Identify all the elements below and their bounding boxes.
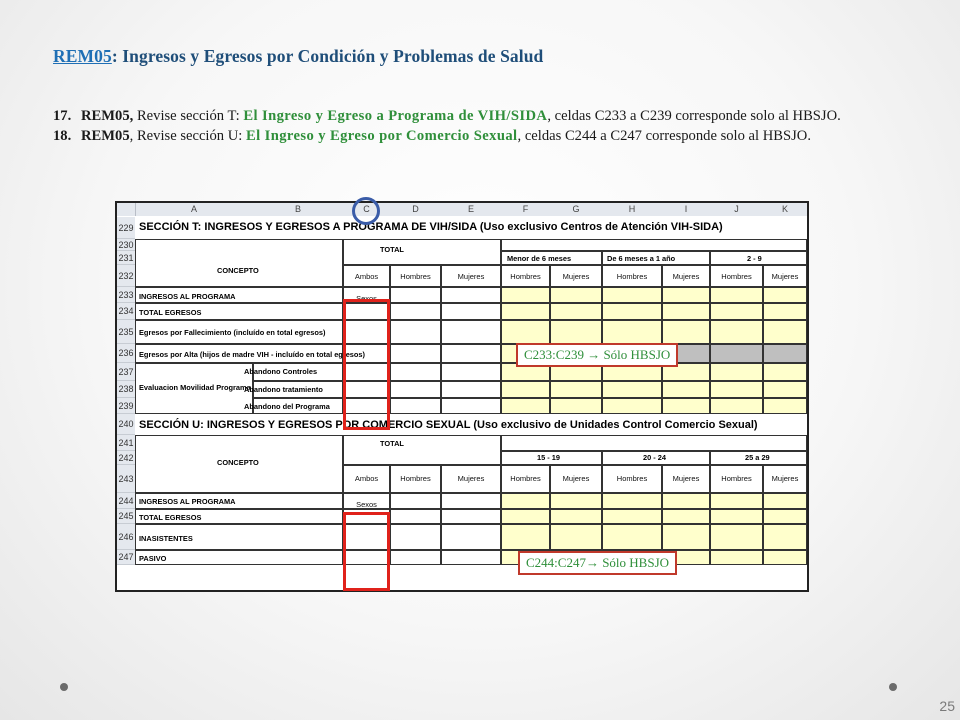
subheader-u-6: Hombres [602, 465, 662, 493]
abandono-label-1: Abandono Controles [244, 367, 318, 376]
data-cell [763, 493, 807, 509]
header-concepto-t [135, 239, 343, 287]
data-cell [710, 509, 763, 524]
row-label-u-3: INASISTENTES [139, 534, 193, 543]
data-cell [550, 524, 602, 550]
row-header-231: 231 [118, 253, 134, 263]
subheader-t-4: Hombres [501, 265, 550, 287]
age-label-u-1: 15 - 19 [537, 453, 561, 462]
data-cell [390, 524, 441, 550]
data-cell [441, 344, 501, 363]
instruction-list [53, 106, 841, 146]
row-label-egresos-t: TOTAL EGRESOS [139, 308, 202, 317]
column-header-g: G [550, 203, 603, 216]
data-cell [662, 398, 710, 414]
data-cell [602, 381, 662, 398]
data-cell [662, 320, 710, 344]
data-cell [501, 493, 550, 509]
subheader-u-8: Hombres [710, 465, 763, 493]
data-cell [710, 303, 763, 320]
row-label-u-2: TOTAL EGRESOS [139, 513, 202, 522]
row-header-244: 244 [117, 493, 135, 509]
header-age-blank-t [501, 239, 807, 251]
data-cell [390, 398, 441, 414]
data-cell [501, 287, 550, 303]
column-header-i: I [662, 203, 711, 216]
data-cell [602, 303, 662, 320]
data-cell [390, 344, 441, 363]
data-cell [390, 509, 441, 524]
subheader-u-3: Mujeres [441, 465, 501, 493]
header-total-t [343, 239, 501, 265]
total-label-u: TOTAL [380, 439, 404, 448]
data-cell [763, 550, 807, 565]
data-cell [441, 493, 501, 509]
data-cell [390, 320, 441, 344]
data-cell [662, 381, 710, 398]
column-header-h: H [602, 203, 663, 216]
red-box-c244-c247 [343, 512, 390, 591]
column-header-a: A [135, 203, 254, 216]
row-header-239: 239 [117, 398, 135, 414]
data-cell [390, 381, 441, 398]
row-label-alta: Egresos por Alta (hijos de madre VIH - incluído en total egresos) [139, 350, 366, 359]
nav-dot-right [889, 683, 897, 691]
spreadsheet-screenshot [115, 201, 809, 592]
data-cell [602, 524, 662, 550]
data-cell [550, 509, 602, 524]
data-cell [710, 320, 763, 344]
row-header-242: 242 [118, 453, 134, 463]
age-label-t-1: Menor de 6 meses [507, 254, 572, 263]
data-cell [763, 524, 807, 550]
data-cell [441, 303, 501, 320]
row-header-240: 240 [117, 414, 135, 435]
data-cell [441, 398, 501, 414]
abandono-label-2: Abandono tratamiento [244, 385, 323, 394]
concepto-label-t: CONCEPTO [217, 266, 259, 275]
data-cell [441, 509, 501, 524]
data-cell [441, 550, 501, 565]
data-cell [550, 320, 602, 344]
row-label-ingresos-t: INGRESOS AL PROGRAMA [139, 292, 236, 301]
page-number: 25 [939, 698, 955, 714]
data-cell [390, 493, 441, 509]
data-cell [441, 381, 501, 398]
data-cell [662, 303, 710, 320]
data-cell [550, 303, 602, 320]
data-cell [501, 398, 550, 414]
column-header-e: E [441, 203, 502, 216]
data-cell [550, 493, 602, 509]
row-header-241: 241 [117, 435, 135, 451]
row-label-u-1: INGRESOS AL PROGRAMA [139, 497, 236, 506]
list-item: 18. REM05, Revise sección U: El Ingreso y Egreso por Comercio Sexual, celdas C244 a C247 corresponde solo al HBSJO. [53, 128, 811, 144]
data-cell [501, 381, 550, 398]
data-cell [390, 287, 441, 303]
subheader-u-4: Hombres [501, 465, 550, 493]
data-cell [602, 398, 662, 414]
data-cell [550, 381, 602, 398]
header-total-u [343, 435, 501, 465]
data-cell [662, 524, 710, 550]
callout-section-t: C233:C239 → Sólo HBSJO [516, 343, 678, 367]
column-c-highlight-circle [352, 197, 380, 225]
title-code: REM05 [53, 46, 112, 66]
column-header-f: F [501, 203, 551, 216]
subheader-t-8: Hombres [710, 265, 763, 287]
data-cell [710, 550, 763, 565]
row-header-236: 236 [117, 344, 135, 363]
age-label-t-2: De 6 meses a 1 año [607, 254, 676, 263]
data-cell [662, 509, 710, 524]
callout-section-u: C244:C247→ Sólo HBSJO [518, 551, 677, 575]
row-label-fallecimiento: Egresos por Fallecimiento (incluído en total egresos) [139, 328, 326, 337]
title-text: : Ingresos y Egresos por Condición y Problemas de Salud [111, 46, 544, 66]
row-header-245: 245 [117, 509, 135, 524]
column-header-b: B [253, 203, 344, 216]
row-header-233: 233 [117, 287, 135, 303]
data-cell [763, 344, 807, 363]
red-box-c233-c239 [343, 299, 390, 430]
slide-title [53, 46, 543, 67]
data-cell [763, 287, 807, 303]
age-label-u-3: 25 a 29 [745, 453, 770, 462]
data-cell [710, 398, 763, 414]
subheader-t-9: Mujeres [763, 265, 807, 287]
row-header-229: 229 [117, 217, 135, 239]
row-header-230: 230 [118, 240, 134, 250]
row-header-238: 238 [117, 381, 135, 398]
data-cell [390, 363, 441, 381]
subheader-u-2: Hombres [390, 465, 441, 493]
data-cell [763, 509, 807, 524]
row-header-237: 237 [117, 363, 135, 381]
data-cell [550, 398, 602, 414]
data-cell [390, 550, 441, 565]
data-cell [501, 509, 550, 524]
row-header-235: 235 [117, 320, 135, 344]
data-cell [602, 320, 662, 344]
row-header-243: 243 [117, 465, 135, 493]
column-header-k: K [763, 203, 808, 216]
concepto-label-u: CONCEPTO [217, 458, 259, 467]
subheader-u-1: Ambos Sexos [343, 465, 390, 493]
data-cell [710, 524, 763, 550]
abandono-label-3: Abandono del Programa [244, 402, 330, 411]
data-cell [441, 524, 501, 550]
data-cell [550, 287, 602, 303]
data-cell [501, 303, 550, 320]
data-cell [441, 363, 501, 381]
evaluacion-label: Evaluacion Movilidad Programa [139, 383, 251, 392]
data-cell [763, 363, 807, 381]
data-cell [710, 493, 763, 509]
data-cell [763, 303, 807, 320]
subheader-t-2: Hombres [390, 265, 441, 287]
subheader-t-7: Mujeres [662, 265, 710, 287]
column-header-j: J [710, 203, 764, 216]
row-header-234: 234 [117, 303, 135, 320]
data-cell [602, 509, 662, 524]
data-cell [662, 287, 710, 303]
subheader-t-6: Hombres [602, 265, 662, 287]
data-cell [763, 398, 807, 414]
age-label-t-3: 2 - 9 [747, 254, 762, 263]
column-header-d: D [390, 203, 442, 216]
subheader-u-7: Mujeres [662, 465, 710, 493]
column-header-c: C [343, 203, 391, 216]
subheader-u-9: Mujeres [763, 465, 807, 493]
data-cell [390, 303, 441, 320]
row-header-247: 247 [117, 550, 135, 565]
section-t-title: SECCIÓN T: INGRESOS Y EGRESOS A PROGRAMA DE VIH/SIDA (Uso exclusivo Centros de Atención VIH-SIDA) [139, 221, 723, 233]
section-u-title: SECCIÓN U: INGRESOS Y EGRESOS POR COMERCIO SEXUAL (Uso exclusivo de Unidades Control Comercio Sexual) [139, 419, 758, 431]
subheader-u-5: Mujeres [550, 465, 602, 493]
data-cell [441, 320, 501, 344]
corner-cell [117, 203, 136, 216]
data-cell [763, 381, 807, 398]
subheader-t-1: Ambos Sexos [343, 265, 390, 287]
nav-dot-left [60, 683, 68, 691]
data-cell [602, 493, 662, 509]
data-cell [501, 524, 550, 550]
row-label-u-4: PASIVO [139, 554, 167, 563]
subheader-t-5: Mujeres [550, 265, 602, 287]
subheader-t-3: Mujeres [441, 265, 501, 287]
data-cell [710, 363, 763, 381]
data-cell [501, 320, 550, 344]
header-age-blank-u [501, 435, 807, 451]
data-cell [710, 287, 763, 303]
data-cell [763, 320, 807, 344]
list-item: 17. REM05, Revise sección T: El Ingreso y Egreso a Programa de VIH/SIDA, celdas C233 a C239 corresponde solo al HBSJO. [53, 108, 841, 124]
row-header-246: 246 [117, 524, 135, 550]
total-label-t: TOTAL [380, 245, 404, 254]
data-cell [710, 344, 763, 363]
data-cell [343, 493, 390, 509]
age-label-u-2: 20 - 24 [643, 453, 667, 462]
data-cell [602, 287, 662, 303]
data-cell [710, 381, 763, 398]
data-cell [662, 493, 710, 509]
row-header-232: 232 [117, 265, 135, 287]
data-cell [441, 287, 501, 303]
